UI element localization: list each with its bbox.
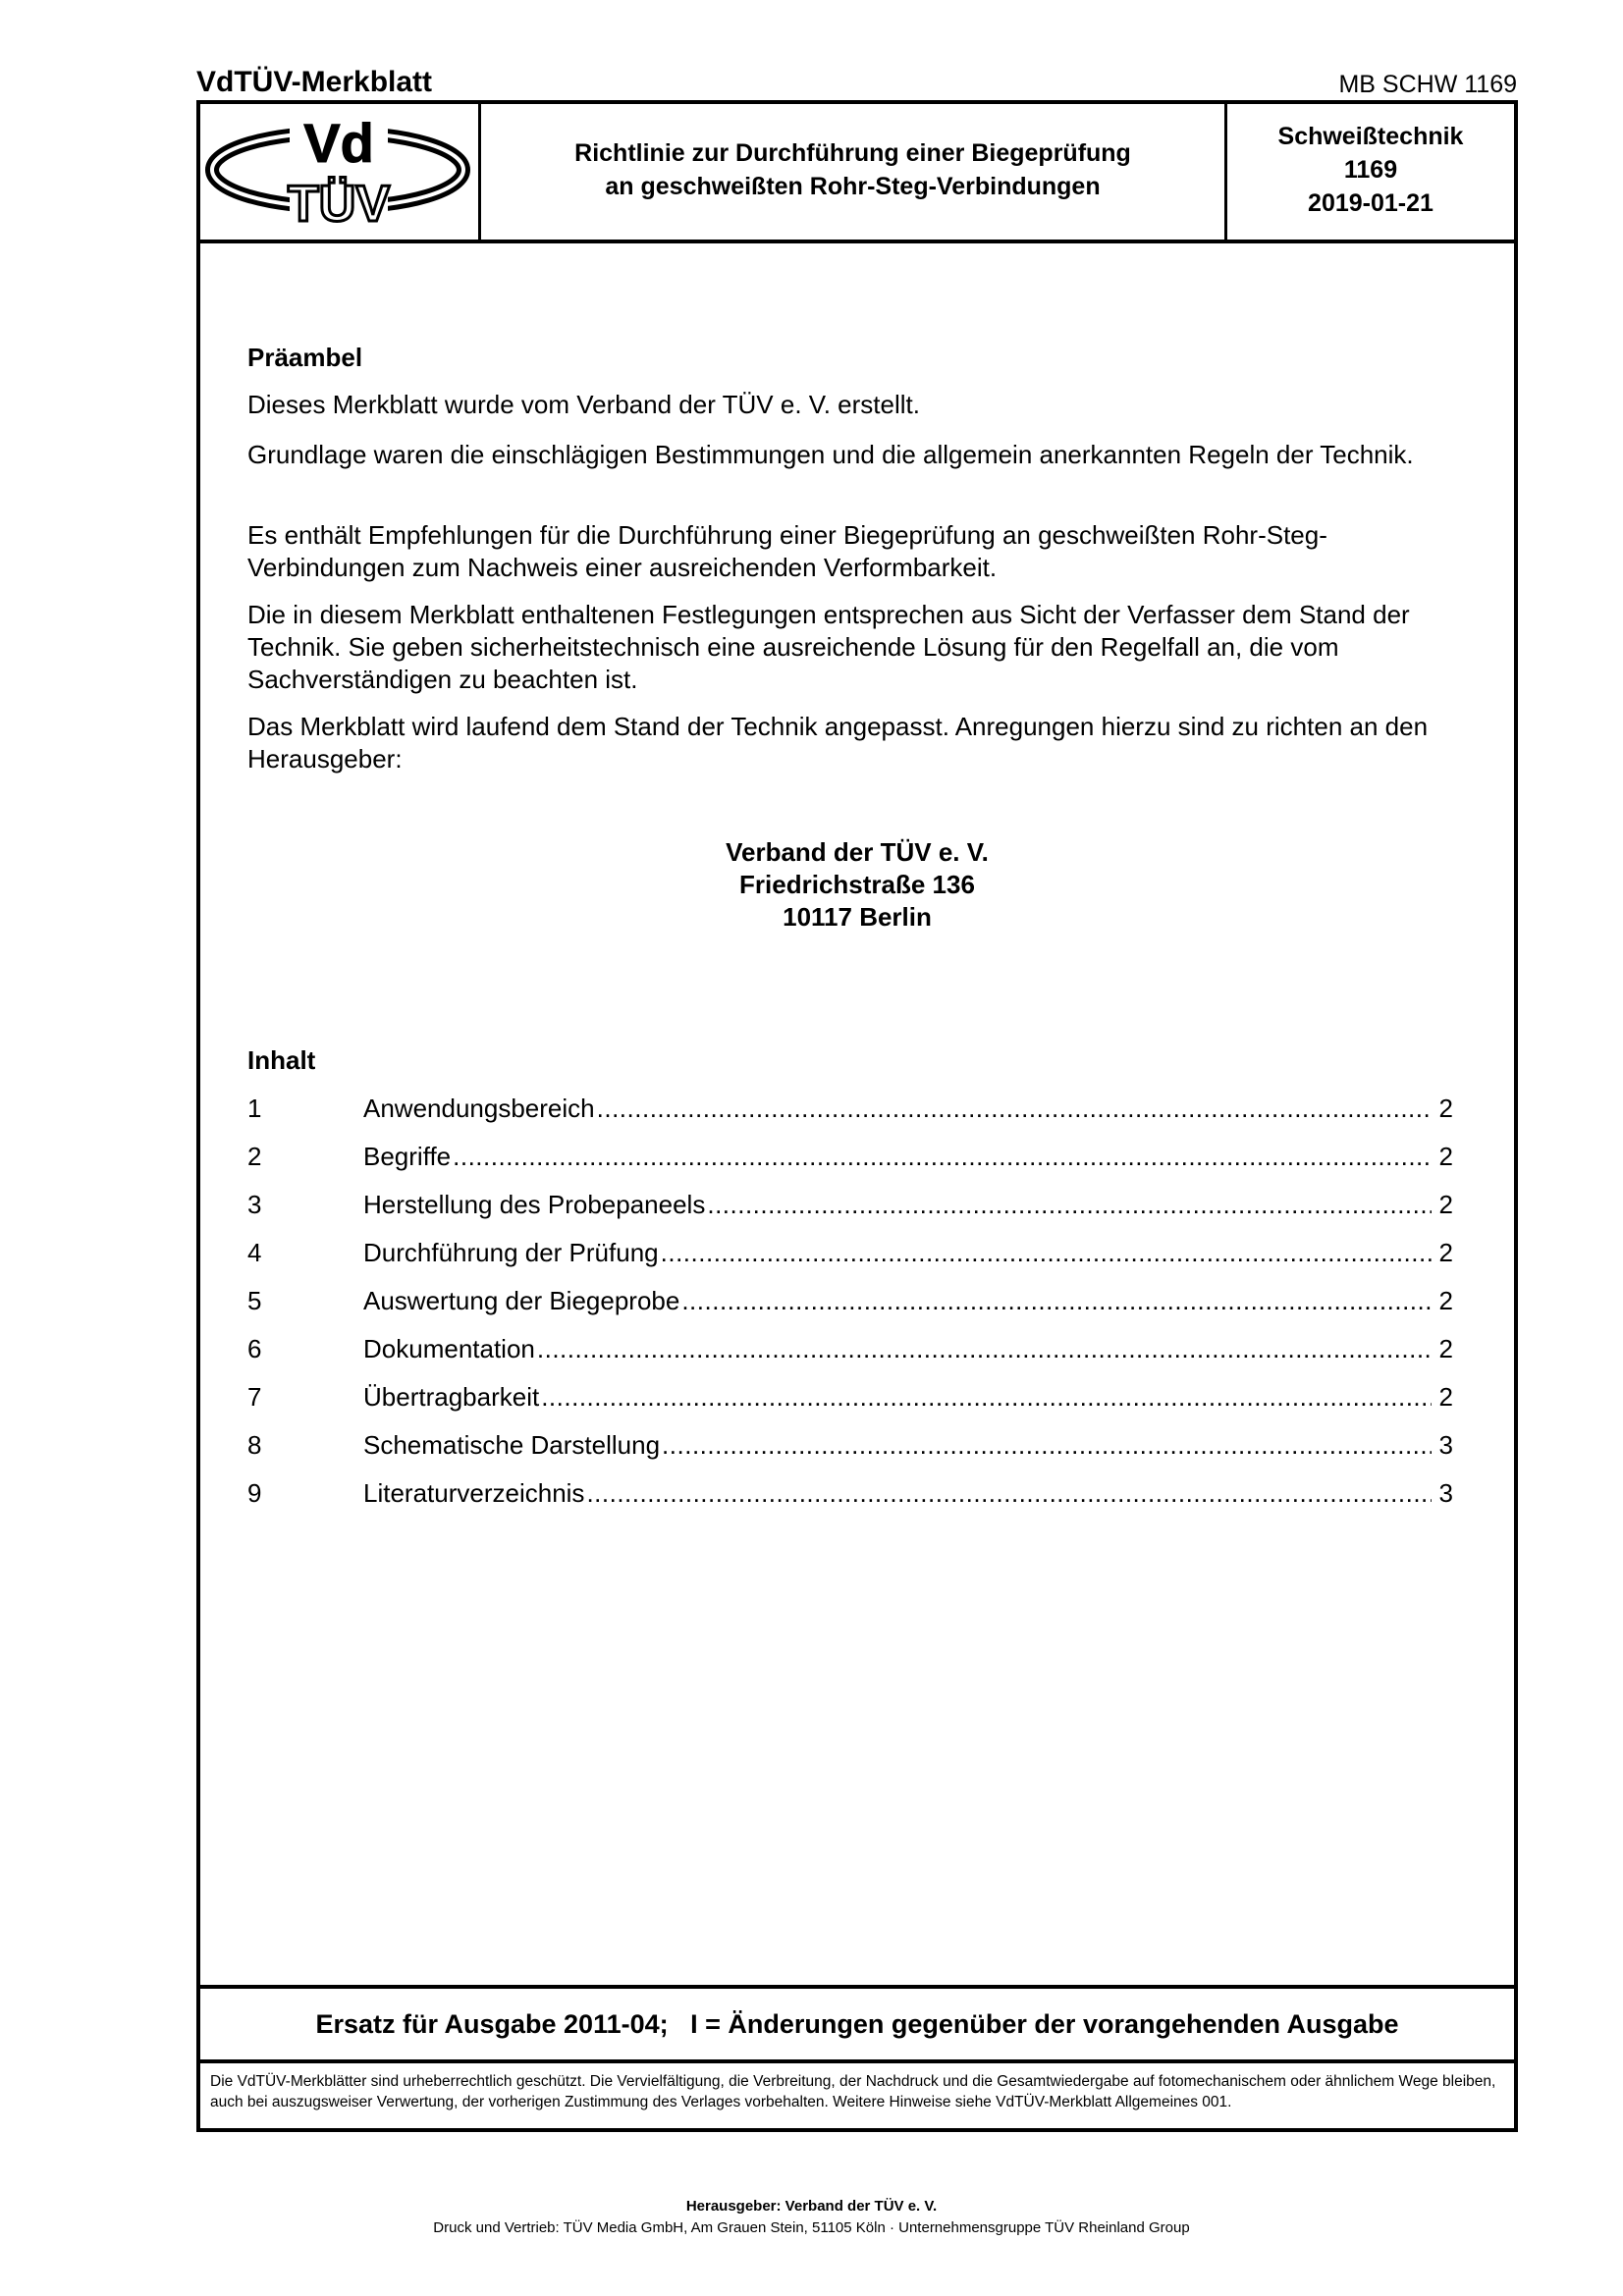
toc-page: 2	[1438, 1286, 1453, 1315]
replacement-text: Ersatz für Ausgabe 2011-04; I = Änderungen gegenüber der vorangehenden Ausgabe	[315, 2008, 1399, 2039]
document-code: MB SCHW 1169	[1338, 71, 1517, 98]
toc-title: Übertragbarkeit	[363, 1382, 540, 1412]
document-type-label: VdTÜV-Merkblatt	[196, 66, 433, 98]
title-line-1: Richtlinie zur Durchführung einer Biegeprüfung	[574, 139, 1131, 167]
logo-text-top: Vd	[302, 112, 374, 174]
toc-leader	[707, 1189, 1432, 1221]
toc-leader	[661, 1237, 1432, 1269]
toc-title: Schematische Darstellung	[363, 1430, 661, 1460]
toc-entry[interactable]	[247, 1381, 1453, 1414]
address-line: 10117 Berlin	[783, 902, 932, 932]
toc-number: 5	[247, 1286, 262, 1315]
document-date: 2019-01-21	[1308, 189, 1434, 217]
logo-text-bottom: TÜV	[287, 176, 390, 229]
footer-distribution: Druck und Vertrieb: TÜV Media GmbH, Am Grauen Stein, 51105 Köln · Unternehmensgruppe TÜV Rheinland Group	[433, 2219, 1190, 2236]
toc-page: 3	[1438, 1430, 1453, 1460]
toc-title: Literaturverzeichnis	[363, 1478, 585, 1508]
document-title	[481, 100, 1227, 240]
toc-page: 2	[1438, 1094, 1453, 1123]
document-number: 1169	[1343, 156, 1398, 184]
toc-leader	[537, 1333, 1432, 1365]
preamble-paragraph: Grundlage waren die einschlägigen Bestimmungen und die allgemein anerkannten Regeln der Technik.	[247, 440, 1414, 469]
toc-entry[interactable]	[247, 1285, 1453, 1317]
toc-entry[interactable]	[247, 1237, 1453, 1269]
header-table	[196, 100, 1518, 243]
toc-title: Dokumentation	[363, 1334, 535, 1363]
toc-title: Begriffe	[363, 1142, 452, 1171]
toc-page: 2	[1438, 1334, 1453, 1363]
toc-page: 2	[1438, 1382, 1453, 1412]
toc-number: 7	[247, 1382, 262, 1412]
toc-number: 2	[247, 1142, 262, 1171]
toc-leader	[662, 1429, 1432, 1462]
footer-publisher: Herausgeber: Verband der TÜV e. V.	[685, 2198, 938, 2215]
replacement-notice	[196, 1985, 1518, 2063]
toc-leader	[541, 1381, 1432, 1414]
toc-entry[interactable]	[247, 1093, 1453, 1125]
toc-leader	[586, 1477, 1432, 1510]
toc-title: Herstellung des Probepaneels	[363, 1190, 706, 1219]
toc-page: 2	[1438, 1190, 1453, 1219]
toc-number: 6	[247, 1334, 262, 1363]
toc-page: 2	[1438, 1142, 1453, 1171]
toc-leader	[453, 1141, 1432, 1173]
toc-number: 4	[247, 1238, 262, 1267]
toc-entry[interactable]	[247, 1141, 1453, 1173]
toc-entry[interactable]	[247, 1189, 1453, 1221]
toc-number: 3	[247, 1190, 262, 1219]
toc-entry[interactable]	[247, 1429, 1453, 1462]
toc-entry[interactable]	[247, 1333, 1453, 1365]
toc-heading: Inhalt	[247, 1045, 316, 1075]
preamble-paragraph: Die in diesem Merkblatt enthaltenen Festlegungen entsprechen aus Sicht der Verfasser dem Stand der Technik. Sie geben sicherheitstechnisch eine ausreichende Lösung für den Regelfall an, die vom Sachverständigen zu beachten ist.	[247, 600, 1410, 694]
toc-leader	[681, 1285, 1432, 1317]
document-meta	[1227, 100, 1514, 240]
toc-title: Anwendungsbereich	[363, 1094, 595, 1123]
publisher-address	[196, 836, 1518, 934]
toc-entry[interactable]	[247, 1477, 1453, 1510]
copyright-notice: Die VdTÜV-Merkblätter sind urheberrechtlich geschützt. Die Vervielfältigung, die Verbreitung, der Nachdruck und die Gesamtwiedergabe auf fotomechanischem oder ähnlichem Wege bleiben, auch bei auszugsweiser Verwertung, der vorherigen Zustimmung des Verlages vorbehalten. Weitere Hinweise siehe VdTÜV-Merkblatt Allgemeines 001.	[210, 2073, 1496, 2110]
vdtuev-logo	[205, 111, 470, 229]
toc-leader	[597, 1093, 1432, 1125]
toc-page: 3	[1438, 1478, 1453, 1508]
toc-number: 1	[247, 1094, 262, 1123]
category-label: Schweißtechnik	[1277, 123, 1464, 150]
preamble-heading: Präambel	[247, 343, 363, 372]
address-line: Friedrichstraße 136	[739, 870, 975, 899]
preamble-paragraph: Es enthält Empfehlungen für die Durchführung einer Biegeprüfung an geschweißten Rohr-Steg-Verbindungen zum Nachweis einer ausreichenden Verformbarkeit.	[247, 520, 1327, 582]
toc-title: Durchführung der Prüfung	[363, 1238, 659, 1267]
logo-cell	[196, 100, 481, 240]
preamble-paragraph: Das Merkblatt wird laufend dem Stand der Technik angepasst. Anregungen hierzu sind zu richten an den Herausgeber:	[247, 712, 1429, 774]
preamble-paragraph: Dieses Merkblatt wurde vom Verband der TÜV e. V. erstellt.	[247, 390, 920, 419]
address-line: Verband der TÜV e. V.	[726, 837, 989, 867]
toc-number: 9	[247, 1478, 262, 1508]
toc-number: 8	[247, 1430, 262, 1460]
title-line-2: an geschweißten Rohr-Steg-Verbindungen	[605, 173, 1101, 200]
toc-title: Auswertung der Biegeprobe	[363, 1286, 680, 1315]
toc-page: 2	[1438, 1238, 1453, 1267]
